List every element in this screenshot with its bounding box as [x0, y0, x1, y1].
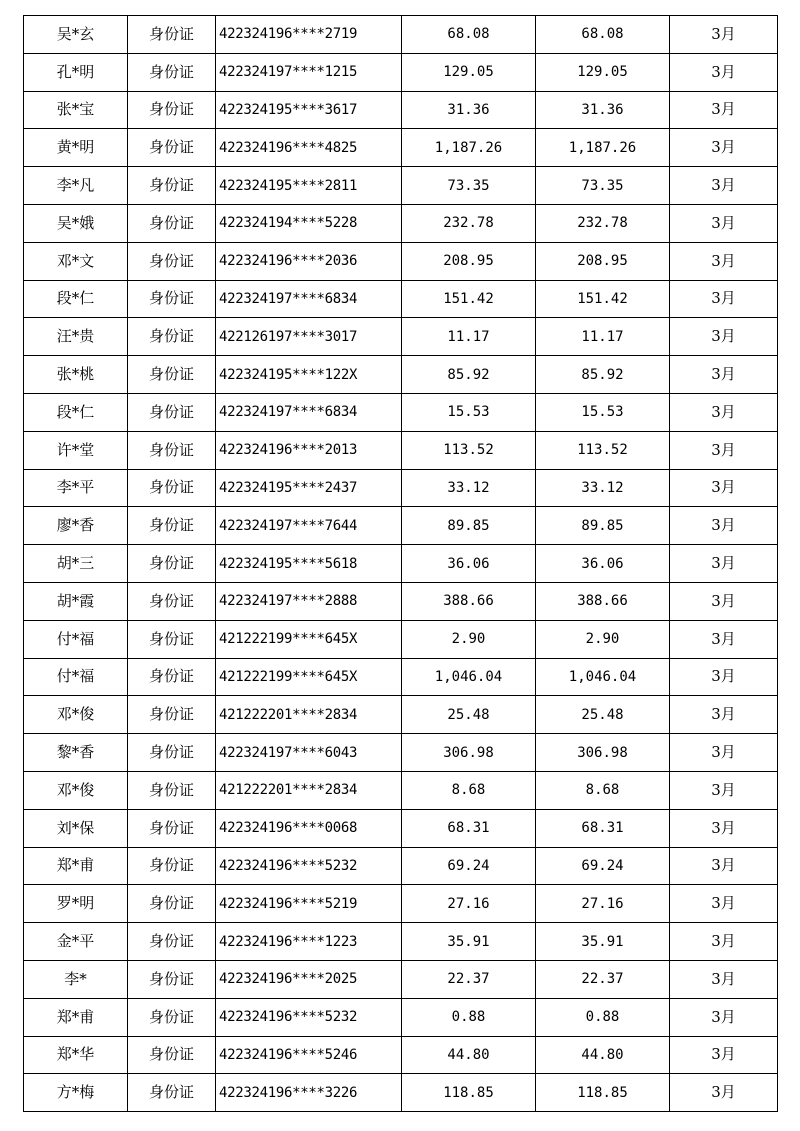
cell-name: 段*仁 — [24, 280, 128, 318]
table-row — [24, 356, 778, 394]
cell-name: 廖*香 — [24, 507, 128, 545]
cell-name: 张*宝 — [24, 91, 128, 129]
cell-month: 3月 — [670, 771, 778, 809]
cell-amount-b: 15.53 — [536, 393, 670, 431]
cell-amount-a: 0.88 — [402, 998, 536, 1036]
cell-name: 汪*贵 — [24, 318, 128, 356]
cell-amount-a: 306.98 — [402, 734, 536, 772]
cell-month: 3月 — [670, 658, 778, 696]
cell-amount-b: 25.48 — [536, 696, 670, 734]
cell-month: 3月 — [670, 960, 778, 998]
cell-name: 付*福 — [24, 658, 128, 696]
cell-amount-a: 388.66 — [402, 582, 536, 620]
cell-id-type: 身份证 — [128, 734, 216, 772]
cell-amount-a: 208.95 — [402, 242, 536, 280]
cell-month: 3月 — [670, 393, 778, 431]
cell-id-number: 422324194****5228 — [216, 204, 402, 242]
cell-id-type: 身份证 — [128, 167, 216, 205]
cell-id-number: 422324197****1215 — [216, 53, 402, 91]
cell-month: 3月 — [670, 280, 778, 318]
cell-id-type: 身份证 — [128, 469, 216, 507]
table-row — [24, 431, 778, 469]
cell-name: 段*仁 — [24, 393, 128, 431]
cell-amount-b: 306.98 — [536, 734, 670, 772]
cell-amount-b: 68.31 — [536, 809, 670, 847]
table-row — [24, 1074, 778, 1112]
table-row — [24, 847, 778, 885]
cell-amount-a: 85.92 — [402, 356, 536, 394]
cell-id-number: 422324196****1223 — [216, 923, 402, 961]
table-row — [24, 393, 778, 431]
cell-month: 3月 — [670, 91, 778, 129]
cell-name: 付*福 — [24, 620, 128, 658]
cell-id-type: 身份证 — [128, 1036, 216, 1074]
cell-id-number: 422324196****2013 — [216, 431, 402, 469]
cell-amount-a: 27.16 — [402, 885, 536, 923]
cell-id-type: 身份证 — [128, 356, 216, 394]
table-row — [24, 167, 778, 205]
cell-id-number: 422324196****2719 — [216, 16, 402, 54]
cell-month: 3月 — [670, 53, 778, 91]
cell-amount-b: 8.68 — [536, 771, 670, 809]
cell-id-number: 422324196****5232 — [216, 847, 402, 885]
cell-amount-b: 22.37 — [536, 960, 670, 998]
cell-amount-a: 33.12 — [402, 469, 536, 507]
cell-name: 黄*明 — [24, 129, 128, 167]
table-row — [24, 620, 778, 658]
cell-id-type: 身份证 — [128, 204, 216, 242]
cell-month: 3月 — [670, 431, 778, 469]
payment-table — [23, 15, 778, 1112]
table-row — [24, 960, 778, 998]
cell-amount-a: 11.17 — [402, 318, 536, 356]
cell-name: 李*平 — [24, 469, 128, 507]
cell-name: 吴*娥 — [24, 204, 128, 242]
table-row — [24, 16, 778, 54]
cell-id-number: 422126197****3017 — [216, 318, 402, 356]
cell-amount-b: 1,046.04 — [536, 658, 670, 696]
cell-amount-a: 15.53 — [402, 393, 536, 431]
cell-name: 张*桃 — [24, 356, 128, 394]
cell-name: 罗*明 — [24, 885, 128, 923]
cell-amount-a: 73.35 — [402, 167, 536, 205]
cell-name: 邓*俊 — [24, 771, 128, 809]
table-row — [24, 469, 778, 507]
cell-id-number: 422324197****7644 — [216, 507, 402, 545]
table-row — [24, 129, 778, 167]
cell-id-number: 422324195****2811 — [216, 167, 402, 205]
cell-amount-a: 68.31 — [402, 809, 536, 847]
cell-id-type: 身份证 — [128, 658, 216, 696]
cell-amount-a: 25.48 — [402, 696, 536, 734]
cell-month: 3月 — [670, 507, 778, 545]
cell-amount-b: 36.06 — [536, 545, 670, 583]
cell-id-type: 身份证 — [128, 507, 216, 545]
cell-id-type: 身份证 — [128, 545, 216, 583]
table-row — [24, 696, 778, 734]
cell-name: 郑*甫 — [24, 847, 128, 885]
cell-amount-a: 1,187.26 — [402, 129, 536, 167]
cell-amount-a: 69.24 — [402, 847, 536, 885]
cell-name: 李* — [24, 960, 128, 998]
cell-month: 3月 — [670, 847, 778, 885]
cell-month: 3月 — [670, 582, 778, 620]
cell-id-type: 身份证 — [128, 1074, 216, 1112]
cell-name: 李*凡 — [24, 167, 128, 205]
cell-amount-b: 118.85 — [536, 1074, 670, 1112]
cell-id-number: 422324197****6834 — [216, 393, 402, 431]
cell-amount-b: 35.91 — [536, 923, 670, 961]
cell-id-number: 422324195****5618 — [216, 545, 402, 583]
table-row — [24, 204, 778, 242]
cell-amount-a: 113.52 — [402, 431, 536, 469]
cell-month: 3月 — [670, 16, 778, 54]
cell-id-number: 422324196****2025 — [216, 960, 402, 998]
cell-amount-a: 2.90 — [402, 620, 536, 658]
cell-amount-a: 89.85 — [402, 507, 536, 545]
cell-amount-b: 27.16 — [536, 885, 670, 923]
cell-month: 3月 — [670, 242, 778, 280]
cell-id-type: 身份证 — [128, 885, 216, 923]
cell-name: 许*堂 — [24, 431, 128, 469]
cell-amount-b: 2.90 — [536, 620, 670, 658]
table-row — [24, 318, 778, 356]
cell-month: 3月 — [670, 923, 778, 961]
cell-id-number: 422324196****5246 — [216, 1036, 402, 1074]
cell-amount-a: 36.06 — [402, 545, 536, 583]
cell-id-number: 421222201****2834 — [216, 696, 402, 734]
cell-month: 3月 — [670, 318, 778, 356]
cell-month: 3月 — [670, 545, 778, 583]
cell-id-number: 422324195****2437 — [216, 469, 402, 507]
cell-month: 3月 — [670, 809, 778, 847]
cell-name: 刘*保 — [24, 809, 128, 847]
cell-month: 3月 — [670, 129, 778, 167]
table-row — [24, 771, 778, 809]
table-row — [24, 280, 778, 318]
cell-id-number: 422324196****0068 — [216, 809, 402, 847]
cell-amount-a: 35.91 — [402, 923, 536, 961]
cell-id-type: 身份证 — [128, 771, 216, 809]
cell-amount-b: 0.88 — [536, 998, 670, 1036]
cell-name: 邓*俊 — [24, 696, 128, 734]
cell-id-number: 422324196****2036 — [216, 242, 402, 280]
cell-month: 3月 — [670, 1036, 778, 1074]
cell-name: 孔*明 — [24, 53, 128, 91]
cell-name: 方*梅 — [24, 1074, 128, 1112]
cell-amount-b: 89.85 — [536, 507, 670, 545]
cell-amount-a: 232.78 — [402, 204, 536, 242]
cell-amount-b: 113.52 — [536, 431, 670, 469]
cell-amount-a: 129.05 — [402, 53, 536, 91]
cell-id-number: 422324196****4825 — [216, 129, 402, 167]
cell-amount-b: 232.78 — [536, 204, 670, 242]
cell-amount-a: 151.42 — [402, 280, 536, 318]
cell-month: 3月 — [670, 469, 778, 507]
cell-id-number: 422324196****5232 — [216, 998, 402, 1036]
cell-amount-b: 33.12 — [536, 469, 670, 507]
cell-id-number: 422324197****6043 — [216, 734, 402, 772]
cell-id-type: 身份证 — [128, 431, 216, 469]
cell-amount-b: 151.42 — [536, 280, 670, 318]
cell-id-type: 身份证 — [128, 960, 216, 998]
table-row — [24, 1036, 778, 1074]
cell-id-type: 身份证 — [128, 53, 216, 91]
cell-id-type: 身份证 — [128, 847, 216, 885]
cell-amount-b: 85.92 — [536, 356, 670, 394]
cell-month: 3月 — [670, 620, 778, 658]
cell-name: 郑*甫 — [24, 998, 128, 1036]
cell-amount-b: 208.95 — [536, 242, 670, 280]
cell-id-type: 身份证 — [128, 998, 216, 1036]
cell-id-number: 422324197****6834 — [216, 280, 402, 318]
cell-id-number: 422324197****2888 — [216, 582, 402, 620]
cell-id-type: 身份证 — [128, 16, 216, 54]
cell-amount-b: 129.05 — [536, 53, 670, 91]
cell-amount-b: 44.80 — [536, 1036, 670, 1074]
cell-id-number: 422324196****3226 — [216, 1074, 402, 1112]
cell-month: 3月 — [670, 1074, 778, 1112]
cell-amount-b: 388.66 — [536, 582, 670, 620]
cell-month: 3月 — [670, 998, 778, 1036]
cell-id-type: 身份证 — [128, 242, 216, 280]
table-row — [24, 658, 778, 696]
cell-amount-a: 31.36 — [402, 91, 536, 129]
cell-month: 3月 — [670, 167, 778, 205]
cell-name: 金*平 — [24, 923, 128, 961]
cell-id-type: 身份证 — [128, 809, 216, 847]
cell-month: 3月 — [670, 885, 778, 923]
cell-name: 吴*玄 — [24, 16, 128, 54]
table-row — [24, 809, 778, 847]
cell-amount-b: 1,187.26 — [536, 129, 670, 167]
cell-amount-b: 69.24 — [536, 847, 670, 885]
cell-id-type: 身份证 — [128, 696, 216, 734]
table-row — [24, 91, 778, 129]
cell-id-type: 身份证 — [128, 129, 216, 167]
cell-id-number: 421222199****645X — [216, 620, 402, 658]
cell-month: 3月 — [670, 734, 778, 772]
cell-amount-b: 31.36 — [536, 91, 670, 129]
cell-amount-a: 22.37 — [402, 960, 536, 998]
cell-amount-b: 73.35 — [536, 167, 670, 205]
payment-table-body — [24, 16, 778, 1112]
table-row — [24, 53, 778, 91]
cell-id-type: 身份证 — [128, 91, 216, 129]
table-row — [24, 582, 778, 620]
cell-amount-a: 8.68 — [402, 771, 536, 809]
cell-name: 邓*文 — [24, 242, 128, 280]
cell-amount-a: 1,046.04 — [402, 658, 536, 696]
cell-amount-b: 11.17 — [536, 318, 670, 356]
cell-amount-b: 68.08 — [536, 16, 670, 54]
cell-id-number: 421222199****645X — [216, 658, 402, 696]
cell-month: 3月 — [670, 204, 778, 242]
cell-month: 3月 — [670, 356, 778, 394]
table-row — [24, 545, 778, 583]
table-row — [24, 507, 778, 545]
cell-id-type: 身份证 — [128, 318, 216, 356]
cell-name: 胡*霞 — [24, 582, 128, 620]
cell-id-number: 422324196****5219 — [216, 885, 402, 923]
table-row — [24, 242, 778, 280]
table-row — [24, 998, 778, 1036]
cell-month: 3月 — [670, 696, 778, 734]
cell-id-number: 422324195****3617 — [216, 91, 402, 129]
cell-name: 胡*三 — [24, 545, 128, 583]
cell-id-type: 身份证 — [128, 620, 216, 658]
cell-id-type: 身份证 — [128, 923, 216, 961]
cell-amount-a: 118.85 — [402, 1074, 536, 1112]
cell-name: 郑*华 — [24, 1036, 128, 1074]
cell-id-number: 422324195****122X — [216, 356, 402, 394]
cell-id-type: 身份证 — [128, 280, 216, 318]
table-row — [24, 923, 778, 961]
cell-amount-a: 68.08 — [402, 16, 536, 54]
cell-amount-a: 44.80 — [402, 1036, 536, 1074]
cell-id-number: 421222201****2834 — [216, 771, 402, 809]
cell-name: 黎*香 — [24, 734, 128, 772]
cell-id-type: 身份证 — [128, 393, 216, 431]
cell-id-type: 身份证 — [128, 582, 216, 620]
table-row — [24, 734, 778, 772]
table-row — [24, 885, 778, 923]
